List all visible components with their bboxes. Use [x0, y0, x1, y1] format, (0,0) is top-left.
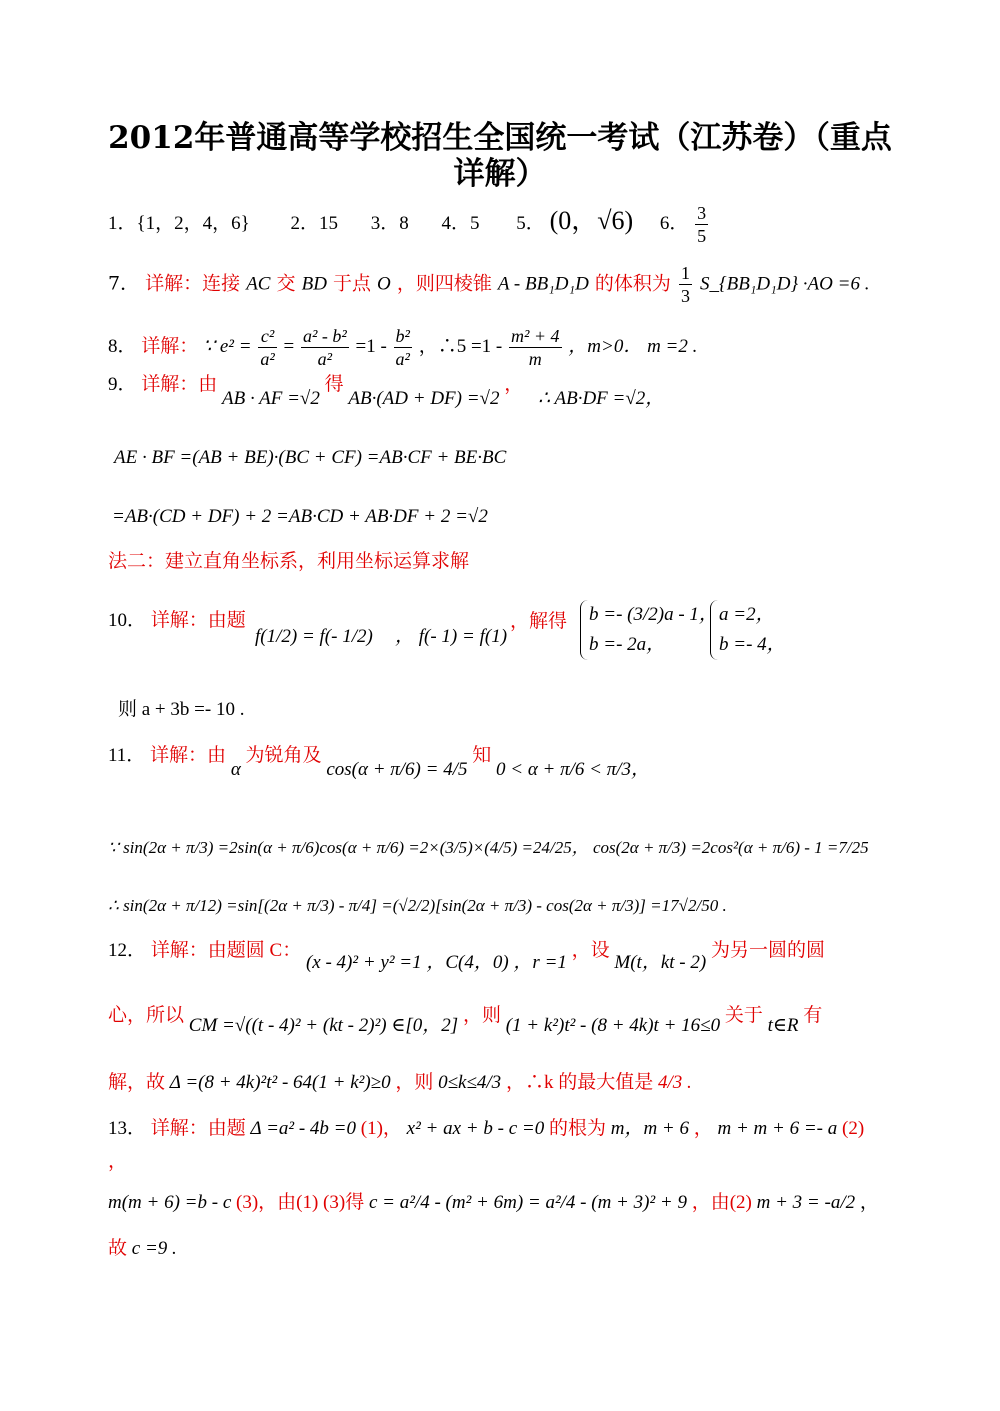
q7-intro: 详解：连接	[145, 272, 241, 295]
q7-bd: BD	[301, 273, 327, 295]
q12-l3-val: 4/3 .	[657, 1072, 692, 1093]
q13-l3-expr: c =9 .	[131, 1238, 177, 1259]
q9-expr3: ∴ AB·DF =√2，	[538, 388, 665, 409]
q9-intro: 详解：由	[141, 374, 218, 395]
q8-line: 8． 详解： ∵ e² = $\frac{\text{c²}}{\text{a²}}$ = $\frac{\text{a² - b²}}{\text{a²}}$ =1 - $\frac{\text{b²}}{\text{a²}}$ ，∴5 =1 - $\frac{\text{m² + 4}}{m}$ ，m>0． m =2 .	[108, 326, 698, 369]
q12-radius: ，r =1	[513, 952, 567, 973]
q8-expr2: =1 -	[355, 335, 387, 357]
page-title: 2012年普通高等学校招生全国统一考试（江苏卷）（重点	[108, 120, 892, 156]
q11-zhi: 知	[472, 745, 492, 766]
q7-text2: ，则四棱锥	[396, 272, 492, 295]
answer-2: 2．15	[290, 212, 339, 234]
q12-l2-domain: t∈R	[767, 1015, 799, 1036]
q13-l2-tag3: (3)，由(1) (3)得	[236, 1192, 365, 1213]
q12-l2-text3: 关于	[724, 1005, 763, 1026]
q13-delta: Δ =a² - 4b =0	[250, 1118, 357, 1139]
q13-comma2: ，	[108, 1150, 128, 1172]
answer-5-value: (0，√6)	[549, 205, 634, 235]
q8-expr3: ，∴5 =1 -	[418, 335, 503, 357]
q10-text2: ，解得	[510, 610, 568, 632]
q7-tail: S_{BB₁D₁D} ·AO =6 .	[700, 273, 870, 295]
q10-expr1: f(1/2) = f(- 1/2)	[255, 626, 373, 647]
q8-label: 8．	[108, 335, 137, 357]
q9-line1	[108, 372, 900, 409]
q11-line3: ∴ sin(2α + π/12) =sin[(2α + π/3) - π/4] =(√2/2)[sin(2α + π/3) - cos(2α + π/3)] =17√2/50 .	[108, 896, 727, 915]
q13-sum: m + m + 6 =- a	[717, 1118, 838, 1139]
q12-line2	[108, 1003, 900, 1036]
q11-label: 11．	[108, 745, 146, 766]
q13-l2-expr1: m(m + 6) =b - c	[108, 1192, 232, 1213]
q12-l3-range: 0≤k≤4/3	[438, 1072, 502, 1093]
q10-label: 10．	[108, 610, 147, 631]
q12-line3	[108, 1070, 900, 1096]
q7-pyramid: A - BB₁D₁D	[497, 273, 589, 295]
q13-intro: 详解：由题	[150, 1118, 246, 1139]
q12-l2-expr: CM =√((t - 4)² + (kt - 2)²) ∈[0，2]	[188, 1015, 459, 1036]
q13-text2: 的根为	[548, 1118, 606, 1139]
page-title-cont: 详解）	[453, 156, 547, 192]
q13-tag1: (1)，	[360, 1118, 402, 1139]
q13-eq: x² + ax + b - c =0	[406, 1118, 545, 1139]
q10-intro: 详解：由题	[150, 610, 246, 631]
q7-label: 7．	[108, 272, 140, 295]
q11-alpha: α	[230, 759, 241, 780]
q10-sys2-eq2: b =- 4，	[719, 634, 786, 655]
q12-l3-text3: ，∴k 的最大值是	[505, 1072, 654, 1093]
q8-intro: 详解：	[141, 335, 199, 357]
q8-frac1: $\frac{\text{c²}}{\text{a²}}$	[260, 326, 275, 369]
answer-3: 3．8	[370, 212, 409, 234]
q12-text2: 为另一圆的圆	[710, 940, 825, 961]
q11-intro: 详解：由	[150, 745, 227, 766]
q12-l3-expr: Δ =(8 + 4k)²t² - 64(1 + k²)≥0	[169, 1072, 391, 1093]
q12-label: 12．	[108, 940, 147, 961]
q10-system2	[710, 600, 900, 660]
q10-expr2: ， f(- 1) = f(1)	[395, 626, 508, 647]
answer-6-fraction: $\frac{3}{5}$	[697, 203, 707, 246]
q13-l2-end: ，	[859, 1192, 879, 1213]
q7-ac: AC	[246, 273, 271, 295]
q7-jiao: 交	[276, 272, 296, 295]
q12-l2-text1: 心，所以	[108, 1005, 185, 1026]
q11-range: 0 < α + π/6 < π/3，	[496, 759, 651, 780]
q13-line3	[108, 1236, 900, 1262]
q13-l2-expr2: c = a²/4 - (m² + 6m) = a²/4 - (m + 3)² + 9	[368, 1192, 687, 1213]
q12-l3-text2: ，则	[395, 1072, 434, 1093]
q13-l2-expr3: m + 3 = -a/2	[756, 1192, 856, 1213]
q8-frac4: $\frac{\text{m² + 4}}{m}$	[511, 326, 560, 369]
q9-line2: AE · BF =(AB + BE)·(BC + CF) =AB·CF + BE·BC	[114, 447, 507, 468]
q11-cond: cos(α + π/6) = 4/5	[326, 759, 468, 780]
q9-expr1: AB · AF =√2	[222, 388, 320, 409]
q13-comma: ，	[693, 1118, 713, 1139]
q10-sys2-eq1: a =2，	[719, 604, 775, 625]
q13-l2-text: ，由(2)	[691, 1192, 752, 1213]
q13-roots: m，m + 6	[610, 1118, 689, 1139]
q10-sys1-eq1: b =- (3/2)a - 1，	[589, 604, 718, 625]
q7-o: O	[377, 273, 391, 295]
q8-expr1: ∵ e² =	[203, 335, 252, 357]
q11-line2: ∵ sin(2α + π/3) =2sin(α + π/6)cos(α + π/6) =2×(3/5)×(4/5) =24/25， cos(2α + π/3) =2cos²(α + π/6) - 1 =7/25	[108, 838, 869, 857]
q12-intro: 详解：由题圆 C：	[150, 940, 302, 961]
answer-6-label: 6．	[659, 212, 689, 234]
q12-l2-text4: 有	[803, 1005, 823, 1026]
q12-point: M(t，kt - 2)	[614, 952, 707, 973]
q8-frac3: $\frac{\text{b²}}{\text{a²}}$	[395, 326, 410, 369]
q12-l3-text1: 解，故	[108, 1072, 166, 1093]
q7-line	[108, 262, 900, 307]
q13-label: 13．	[108, 1118, 147, 1139]
answers-row	[108, 202, 900, 247]
q7-fraction: $\frac{1}{3}$	[680, 263, 690, 306]
q13-line2	[108, 1190, 900, 1216]
q10-result: 则 a + 3b =- 10 .	[118, 699, 245, 720]
q12-l2-ineq: (1 + k²)t² - (8 + 4k)t + 16≤0	[505, 1015, 721, 1036]
q13-l3-text: 故	[108, 1238, 128, 1259]
q10-sys1-eq2: b =- 2a，	[589, 634, 666, 655]
q12-center: ，C(4，0)	[426, 952, 509, 973]
q8-frac2: $\frac{\text{a² - b²}}{\text{a²}}$	[302, 326, 347, 369]
q9-method2: 法二：建立直角坐标系，利用坐标运算求解	[108, 550, 470, 572]
q7-text3: 的体积为	[594, 272, 671, 295]
q12-she: ，设	[571, 940, 610, 961]
q11-line1	[108, 743, 900, 780]
answer-1: 1．{1，2，4，6}	[108, 212, 250, 234]
q9-expr2: AB·(AD + DF) =√2	[348, 388, 500, 409]
q9-label: 9．	[108, 374, 137, 395]
q9-line3: =AB·(CD + DF) + 2 =AB·CD + AB·DF + 2 =√2	[112, 506, 488, 527]
q8-expr4: ，m>0． m =2 .	[568, 335, 698, 357]
answer-4: 4．5	[441, 212, 480, 234]
q12-l2-text2: ，则	[462, 1005, 501, 1026]
q9-de: 得	[324, 374, 344, 395]
q13-tag2: (2)	[842, 1118, 865, 1139]
q12-line1	[108, 938, 900, 973]
q13-line1	[108, 1116, 900, 1142]
q7-yudian: 于点	[332, 272, 371, 295]
q9-comma: ，	[504, 374, 524, 395]
q11-text2: 为锐角及	[245, 745, 322, 766]
q12-eq: (x - 4)² + y² =1	[305, 952, 422, 973]
answer-5-label: 5．	[516, 212, 545, 234]
